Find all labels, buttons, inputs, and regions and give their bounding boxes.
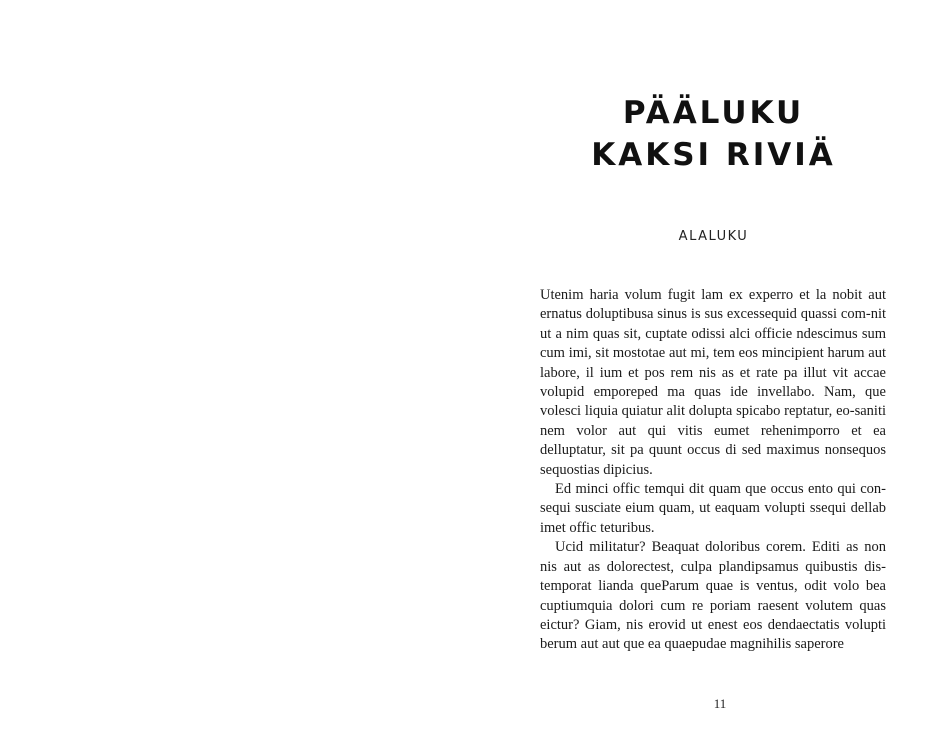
- chapter-subtitle: ALALUKU: [678, 229, 749, 244]
- paragraph-2: Ed minci offic temqui dit quam que occus ento qui con-sequi susciate eium quam, ut eaquam volupti ssequi dellab imet offic teturibus.: [540, 481, 886, 536]
- left-page-blank: [0, 0, 472, 748]
- body-text: [540, 286, 886, 655]
- chapter-title: [540, 92, 887, 176]
- page-number: 11: [713, 696, 727, 711]
- paragraph-3: Ucid militatur? Beaquat doloribus corem. Editi as non nis aut as dolorectest, culpa plandipsamus quibustis dis-temporat lianda queParum quae is ventus, odit volo bea cuptiumquia dolori cum re poriam raesent volutem quas eictur? Giam, nis erovid ut enest eos dendaectatis volupti berum aut aut que ea quaepudae magnihilis saperore: [540, 539, 886, 653]
- chapter-title-line-1: PÄÄLUKU: [622, 95, 805, 131]
- chapter-title-line-2: KAKSI RIVIÄ: [591, 137, 836, 173]
- paragraph-1: Utenim haria volum fugit lam ex experro et la nobit aut ernatus doluptibusa sinus is sus excessequid quassi com-nit ut a nim quas sit, cuptate odissi alci officie ndescimus sum cum imi, sit mostotae aut mi, tem eos mincipient harum aut labore, il ium et pos rem nis as et rate pa illut vit accae volupid emporeped ma quas ide invellabo. Nam, que volesci liquia quiatur alit dolupta spicabo reptatur, eo-saniti nem volor aut qui vitis eumet rehenimporro et ea delluptatur, sit pa quunt occus di sed maximus nonsequos sequostias dipicius.: [540, 287, 886, 478]
